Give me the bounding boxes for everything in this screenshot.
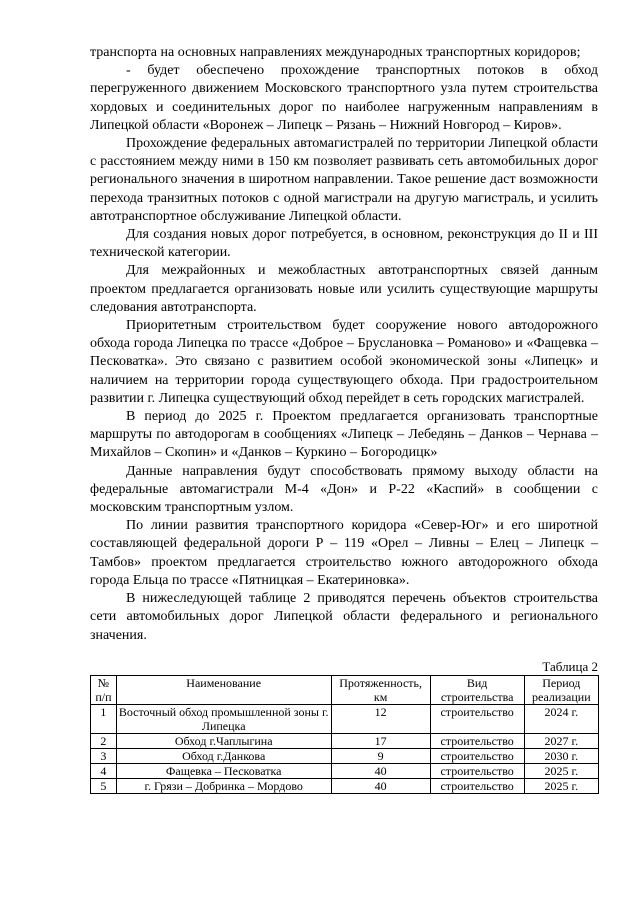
cell-number: 5	[91, 778, 117, 793]
paragraph: По линии развития транспортного коридора «Север-Юг» и его широтной составляющей федеральной дороги Р – 119 «Орел – Ливны – Елец – Липецк – Тамбов» проектом предлагается строительство южного автодорожного обхода города Ельца по трассе «Пятницкая – Екатериновка».	[90, 518, 598, 588]
header-length: Протяженность, км	[331, 675, 430, 704]
table-row	[91, 704, 599, 733]
cell-type: строительство	[430, 704, 524, 733]
cell-name: г. Грязи – Добринка – Мордово	[116, 778, 331, 793]
table-header-row	[91, 675, 599, 704]
table-row	[91, 778, 599, 793]
cell-number: 4	[91, 763, 117, 778]
table-row	[91, 748, 599, 763]
cell-period: 2027 г.	[524, 733, 598, 748]
paragraph: - будет обеспечено прохождение транспортных потоков в обход перегруженного движением Московского транспортного узла путем строительства хордовых и соединительных дорог по наиболее нагруженным направлениям в Липецкой области «Воронеж – Липецк – Рязань – Нижний Новгород – Киров».	[90, 63, 598, 133]
header-type: Вид строительства	[430, 675, 524, 704]
cell-number: 3	[91, 748, 117, 763]
cell-length: 12	[331, 704, 430, 733]
roads-table	[90, 675, 599, 794]
header-number: № п/п	[91, 675, 117, 704]
cell-type: строительство	[430, 778, 524, 793]
paragraph: В период до 2025 г. Проектом предлагается организовать транспортные маршруты по автодорогам в сообщениях «Липецк – Лебедянь – Данков – Чернава – Михайлов – Скопин» и «Данков – Куркино – Богородицк»	[90, 409, 598, 461]
cell-length: 17	[331, 733, 430, 748]
cell-length: 9	[331, 748, 430, 763]
header-name: Наименование	[116, 675, 331, 704]
document-page	[90, 44, 598, 794]
table-row	[91, 763, 599, 778]
cell-length: 40	[331, 778, 430, 793]
cell-number: 1	[91, 704, 117, 733]
paragraph: Данные направления будут способствовать прямому выходу области на федеральные автомагистрали М-4 «Дон» и Р-22 «Каспий» в сообщении с московским транспортным узлом.	[90, 463, 598, 516]
cell-name: Обход г.Данкова	[116, 748, 331, 763]
cell-period: 2025 г.	[524, 763, 598, 778]
cell-name: Восточный обход промышленной зоны г. Липецка	[116, 704, 331, 733]
cell-period: 2025 г.	[524, 778, 598, 793]
cell-type: строительство	[430, 733, 524, 748]
cell-period: 2024 г.	[524, 704, 598, 733]
cell-name: Фащевка – Песковатка	[116, 763, 331, 778]
header-period: Период реализации	[524, 675, 598, 704]
paragraph: В нижеследующей таблице 2 приводятся перечень объектов строительства сети автомобильных дорог Липецкой области федерального и регионального значения.	[90, 591, 598, 643]
cell-type: строительство	[430, 763, 524, 778]
paragraph: Прохождение федеральных автомагистралей по территории Липецкой области с расстоянием между ними в 150 км позволяет развивать сеть автомобильных дорог регионального значения в широтном направлении. Такое решение даст возможности перехода транзитных потоков с одной магистрали на другую магистраль, и усилить автотранспортное обслуживание Липецкой области.	[90, 136, 598, 224]
table-caption: Таблица 2	[542, 658, 598, 674]
paragraph: транспорта на основных направлениях международных транспортных коридоров;	[90, 45, 581, 60]
paragraph: Для межрайонных и межобластных автотранспортных связей данным проектом предлагается организовать новые или усилить существующие маршруты следования автотранспорта.	[90, 263, 598, 315]
cell-number: 2	[91, 733, 117, 748]
cell-period: 2030 г.	[524, 748, 598, 763]
cell-name: Обход г.Чаплыгина	[116, 733, 331, 748]
table-row	[91, 733, 599, 748]
body-text	[90, 44, 598, 645]
paragraph: Приоритетным строительством будет сооружение нового автодорожного обхода города Липецка по трассе «Доброе – Бруслановка – Романово» и «Фащевка – Песковатка». Это связано с развитием особой экономической зоны «Липецк» и наличием на территории города существующего обхода. При градостроительном развитии г. Липецка существующий обход перейдет в сеть городских магистралей.	[90, 318, 598, 406]
cell-type: строительство	[430, 748, 524, 763]
paragraph: Для создания новых дорог потребуется, в основном, реконструкция до II и III технической категории.	[90, 227, 598, 261]
cell-length: 40	[331, 763, 430, 778]
